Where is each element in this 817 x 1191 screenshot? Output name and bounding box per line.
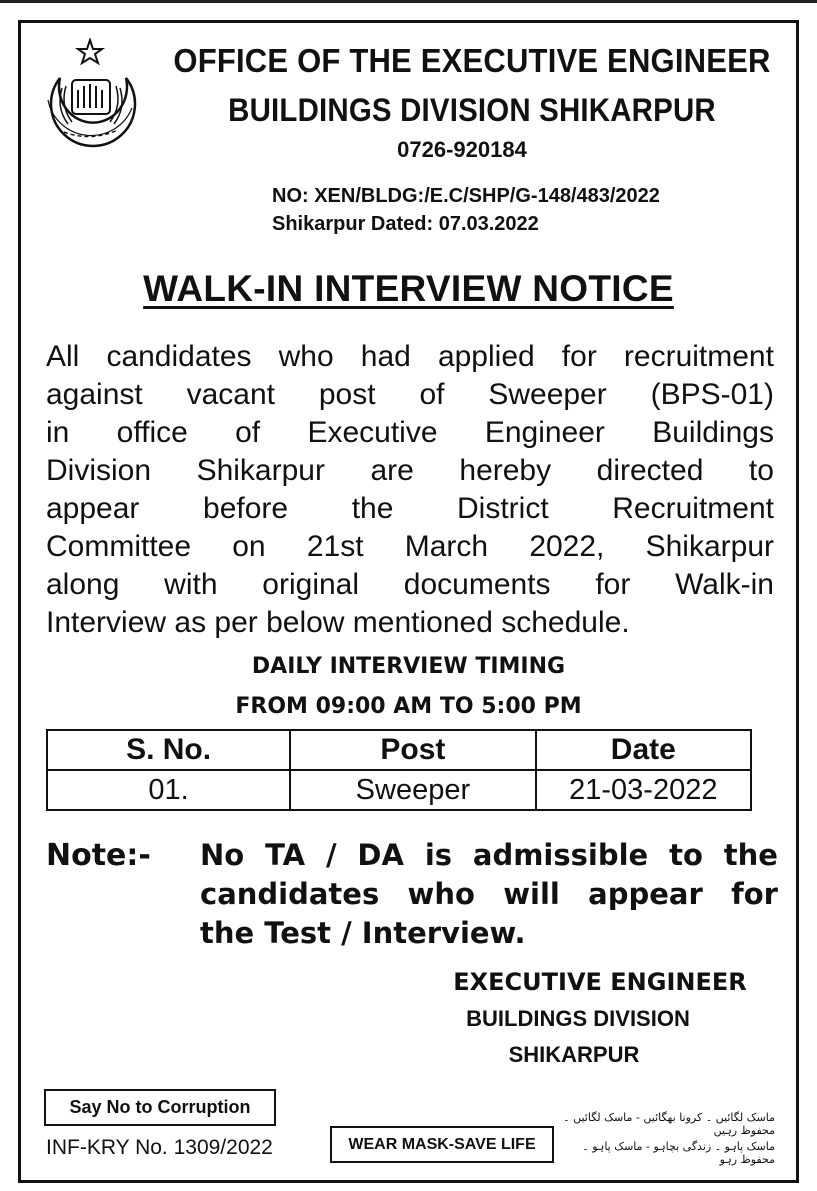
say-no-to-corruption-badge: Say No to Corruption <box>44 1089 276 1126</box>
body-line-5 <box>46 490 774 528</box>
word: to <box>748 454 774 487</box>
office-title: OFFICE OF THE EXECUTIVE ENGINEER <box>173 42 771 79</box>
word: with <box>164 568 218 601</box>
column-header: Date <box>536 730 751 770</box>
word: office <box>116 416 188 449</box>
word: to <box>669 838 703 872</box>
note-line-1 <box>200 838 778 872</box>
word: who <box>407 877 475 911</box>
notice-title: WALK-IN INTERVIEW NOTICE <box>143 268 674 309</box>
word: admissible <box>472 838 649 872</box>
division-title: BUILDINGS DIVISION SHIKARPUR <box>228 92 716 128</box>
note-label: Note:- <box>46 838 151 873</box>
word: 21st <box>306 530 364 563</box>
word: March <box>404 530 489 563</box>
word: Shikarpur <box>645 530 774 563</box>
urdu-slogan-line-2: ماسک پاہو ۔ زندگی بچاہو - ماسک پاہو ۔ محفوظ رہو <box>582 1140 775 1166</box>
word: for <box>731 877 778 911</box>
word: No <box>200 838 245 872</box>
word: is <box>424 838 453 872</box>
word: Committee <box>46 530 192 563</box>
word: the <box>723 838 778 872</box>
word: Engineer <box>484 416 605 449</box>
body-line-1 <box>46 338 774 376</box>
body-line-4 <box>46 452 774 490</box>
word: (BPS-01) <box>650 378 774 411</box>
word: Buildings <box>652 416 774 449</box>
word: had <box>360 340 411 373</box>
timing-hours: FROM 09:00 AM TO 5:00 PM <box>235 694 582 719</box>
word: documents <box>403 568 551 601</box>
table-row <box>47 770 751 810</box>
word: on <box>232 530 266 563</box>
word: applied <box>437 340 535 373</box>
word: Recruitment <box>612 492 774 525</box>
reference-number: NO: XEN/BLDG:/E.C/SHP/G-148/483/2022 <box>272 185 660 207</box>
word: appear <box>588 877 703 911</box>
word: DA <box>357 838 404 872</box>
word: of <box>235 416 261 449</box>
top-rule <box>0 0 817 3</box>
word: will <box>503 877 560 911</box>
word: the <box>351 492 394 525</box>
word: before <box>203 492 289 525</box>
note-line-3: the Test / Interview. <box>200 916 526 950</box>
word: Sweeper <box>488 378 607 411</box>
word: Shikarpur <box>196 454 325 487</box>
word: Division <box>46 454 152 487</box>
word: Executive <box>307 416 438 449</box>
word: vacant <box>186 378 275 411</box>
word: candidates <box>200 877 380 911</box>
word: post <box>318 378 376 411</box>
word: for <box>561 340 597 373</box>
table-header-row <box>47 730 751 770</box>
note-line-2 <box>200 877 778 911</box>
inf-kry-number: INF-KRY No. 1309/2022 <box>46 1136 273 1159</box>
column-header: S. No. <box>47 730 290 770</box>
word: along <box>46 568 120 601</box>
word: original <box>262 568 360 601</box>
word: in <box>46 416 70 449</box>
word: recruitment <box>623 340 774 373</box>
serial-number-cell: 01. <box>47 770 290 810</box>
word: appear <box>46 492 140 525</box>
reference-date: Shikarpur Dated: 07.03.2022 <box>272 213 539 235</box>
body-line-3 <box>46 414 774 452</box>
timing-heading: DAILY INTERVIEW TIMING <box>251 654 566 679</box>
government-emblem-icon <box>38 38 142 156</box>
word: hereby <box>459 454 552 487</box>
schedule-table <box>46 729 752 811</box>
word: directed <box>596 454 704 487</box>
body-line-2 <box>46 376 774 414</box>
signatory-division: BUILDINGS DIVISION <box>466 1006 690 1031</box>
column-header: Post <box>290 730 535 770</box>
word: TA <box>265 838 306 872</box>
body-line-8: Interview as per below mentioned schedule. <box>46 606 630 639</box>
word: against <box>46 378 143 411</box>
word: of <box>419 378 445 411</box>
word: District <box>457 492 549 525</box>
phone-number: 0726-920184 <box>397 137 527 162</box>
word: for <box>595 568 631 601</box>
body-line-6 <box>46 528 774 566</box>
post-cell: Sweeper <box>290 770 535 810</box>
word: All <box>46 340 80 373</box>
word: / <box>325 838 337 872</box>
urdu-slogan-line-1: ماسک لگائیں ۔ کرونا بھگائیں - ماسک لگائیں ۔ محفوظ رہیں <box>563 1111 775 1137</box>
signatory-title: EXECUTIVE ENGINEER <box>453 968 747 996</box>
word: candidates <box>106 340 252 373</box>
word: 2022, <box>529 530 605 563</box>
word: are <box>370 454 414 487</box>
body-line-7 <box>46 566 774 604</box>
signatory-city: SHIKARPUR <box>508 1042 640 1067</box>
wear-mask-badge: WEAR MASK-SAVE LIFE <box>330 1126 554 1163</box>
word: Walk-in <box>675 568 774 601</box>
date-cell: 21-03-2022 <box>536 770 751 810</box>
word: who <box>278 340 334 373</box>
